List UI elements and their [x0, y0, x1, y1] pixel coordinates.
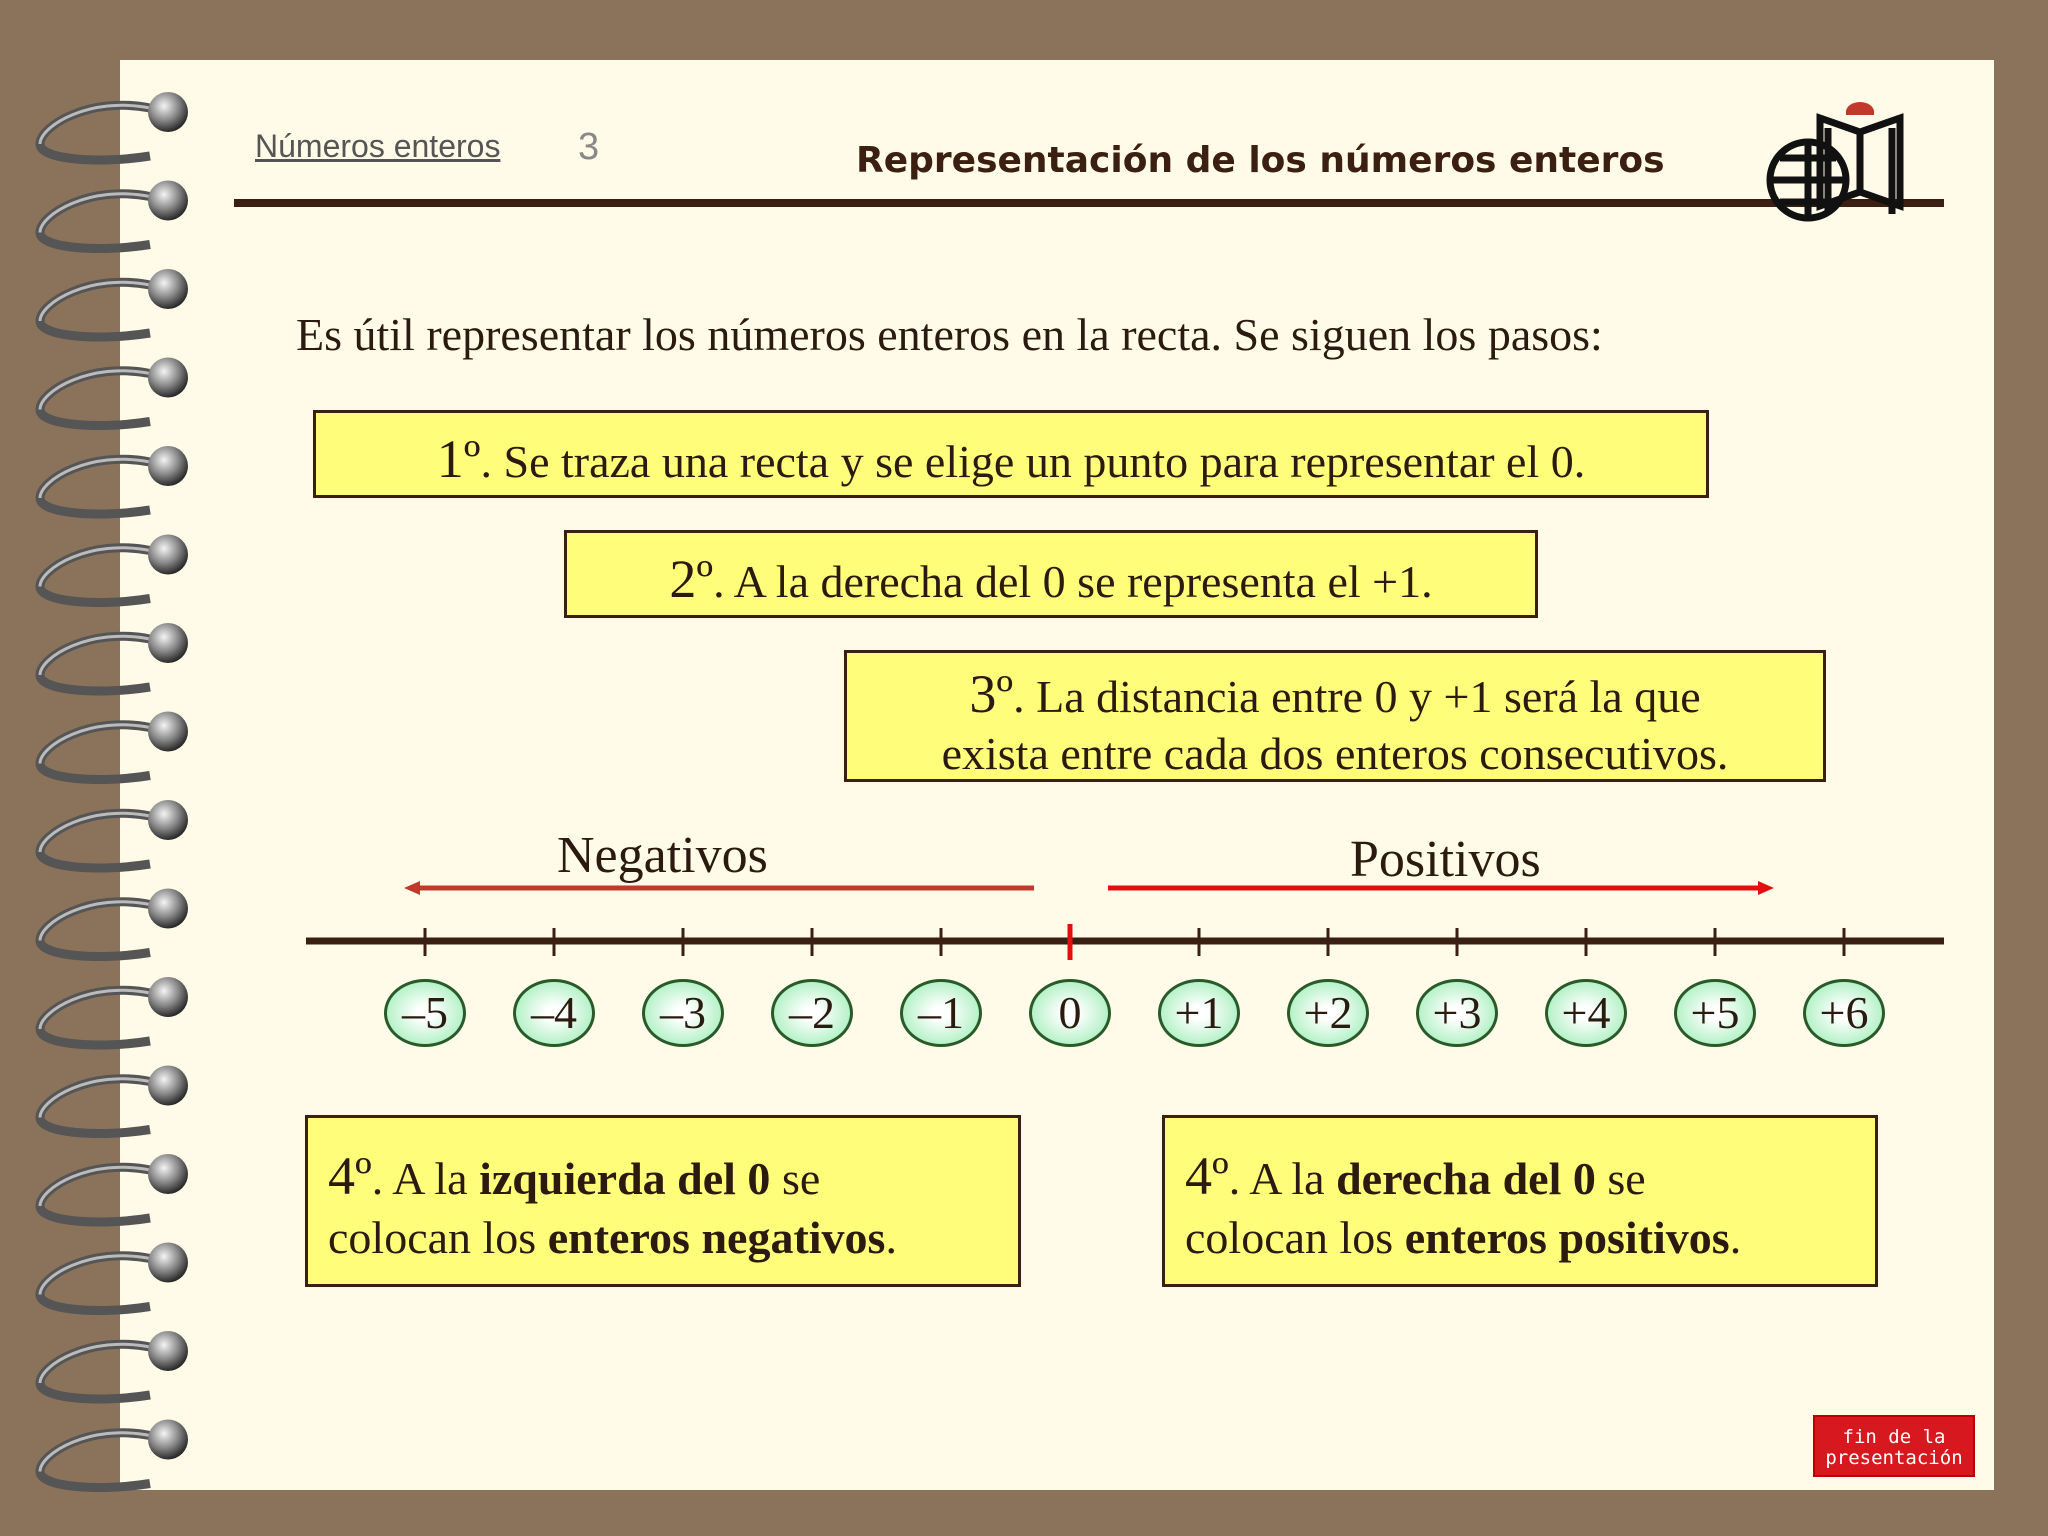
- step-4-right-text-a: . A la: [1228, 1153, 1337, 1204]
- intro-text: Es útil representar los números enteros en la recta. Se siguen los pasos:: [296, 309, 1603, 360]
- number-circle: –5: [384, 979, 466, 1047]
- number-circle: –3: [642, 979, 724, 1047]
- step-4-right-ordinal: 4º: [1185, 1146, 1229, 1206]
- number-circle: +6: [1803, 979, 1885, 1047]
- step-4-right-text-d: .: [1729, 1211, 1742, 1263]
- page-title: Representación de los números enteros: [856, 140, 1665, 181]
- step-1-ordinal: 1º: [436, 429, 481, 489]
- number-circle: –2: [771, 979, 853, 1047]
- step-3-ordinal: 3º: [969, 664, 1014, 724]
- step-4-left-ordinal: 4º: [328, 1146, 372, 1206]
- step-4-left-text-d: .: [885, 1211, 897, 1263]
- step-4-left-bold-b: enteros negativos: [547, 1211, 886, 1263]
- end-button-line1: fin de la: [1842, 1426, 1946, 1448]
- step-4-right-text-b: se: [1595, 1153, 1646, 1204]
- step-4-left-text-c: colocan los: [328, 1211, 548, 1263]
- step-4-left-bold-a: izquierda del 0: [479, 1153, 771, 1204]
- number-circle: +2: [1287, 979, 1369, 1047]
- step-4-right-text-c: colocan los: [1185, 1211, 1405, 1263]
- positive-arrow-head-icon: [1758, 881, 1774, 895]
- step-2-text: . A la derecha del 0 se representa el +1.: [713, 556, 1433, 607]
- step-4-left-text-b: se: [770, 1153, 821, 1204]
- end-button-line2: presentación: [1825, 1447, 1963, 1469]
- step-4-right-bold-b: enteros positivos: [1404, 1211, 1730, 1263]
- section-link[interactable]: Números enteros: [255, 128, 501, 164]
- positives-label: Positivos: [1350, 831, 1541, 888]
- step-3-text-line2: exista entre cada dos enteros consecutivos.: [941, 727, 1729, 779]
- negative-arrow-head-icon: [404, 881, 420, 895]
- page-number: 3: [578, 126, 600, 168]
- number-circle: +5: [1674, 979, 1756, 1047]
- number-circle: –4: [513, 979, 595, 1047]
- number-circle: +1: [1158, 979, 1240, 1047]
- end-presentation-button[interactable]: [1813, 1415, 1975, 1477]
- step-2-ordinal: 2º: [669, 549, 714, 609]
- step-4-right-box: [1162, 1115, 1878, 1287]
- step-4-left-text-a: . A la: [371, 1153, 480, 1204]
- negatives-label: Negativos: [557, 827, 768, 884]
- number-circle: –1: [900, 979, 982, 1047]
- step-4-right-bold-a: derecha del 0: [1336, 1153, 1596, 1204]
- step-3-text-line1: . La distancia entre 0 y +1 será la que: [1013, 671, 1701, 722]
- number-circle: 0: [1029, 979, 1111, 1047]
- step-4-left-box: [305, 1115, 1021, 1287]
- number-circle: +4: [1545, 979, 1627, 1047]
- number-circle: +3: [1416, 979, 1498, 1047]
- step-1-text: . Se traza una recta y se elige un punto para representar el 0.: [480, 436, 1586, 487]
